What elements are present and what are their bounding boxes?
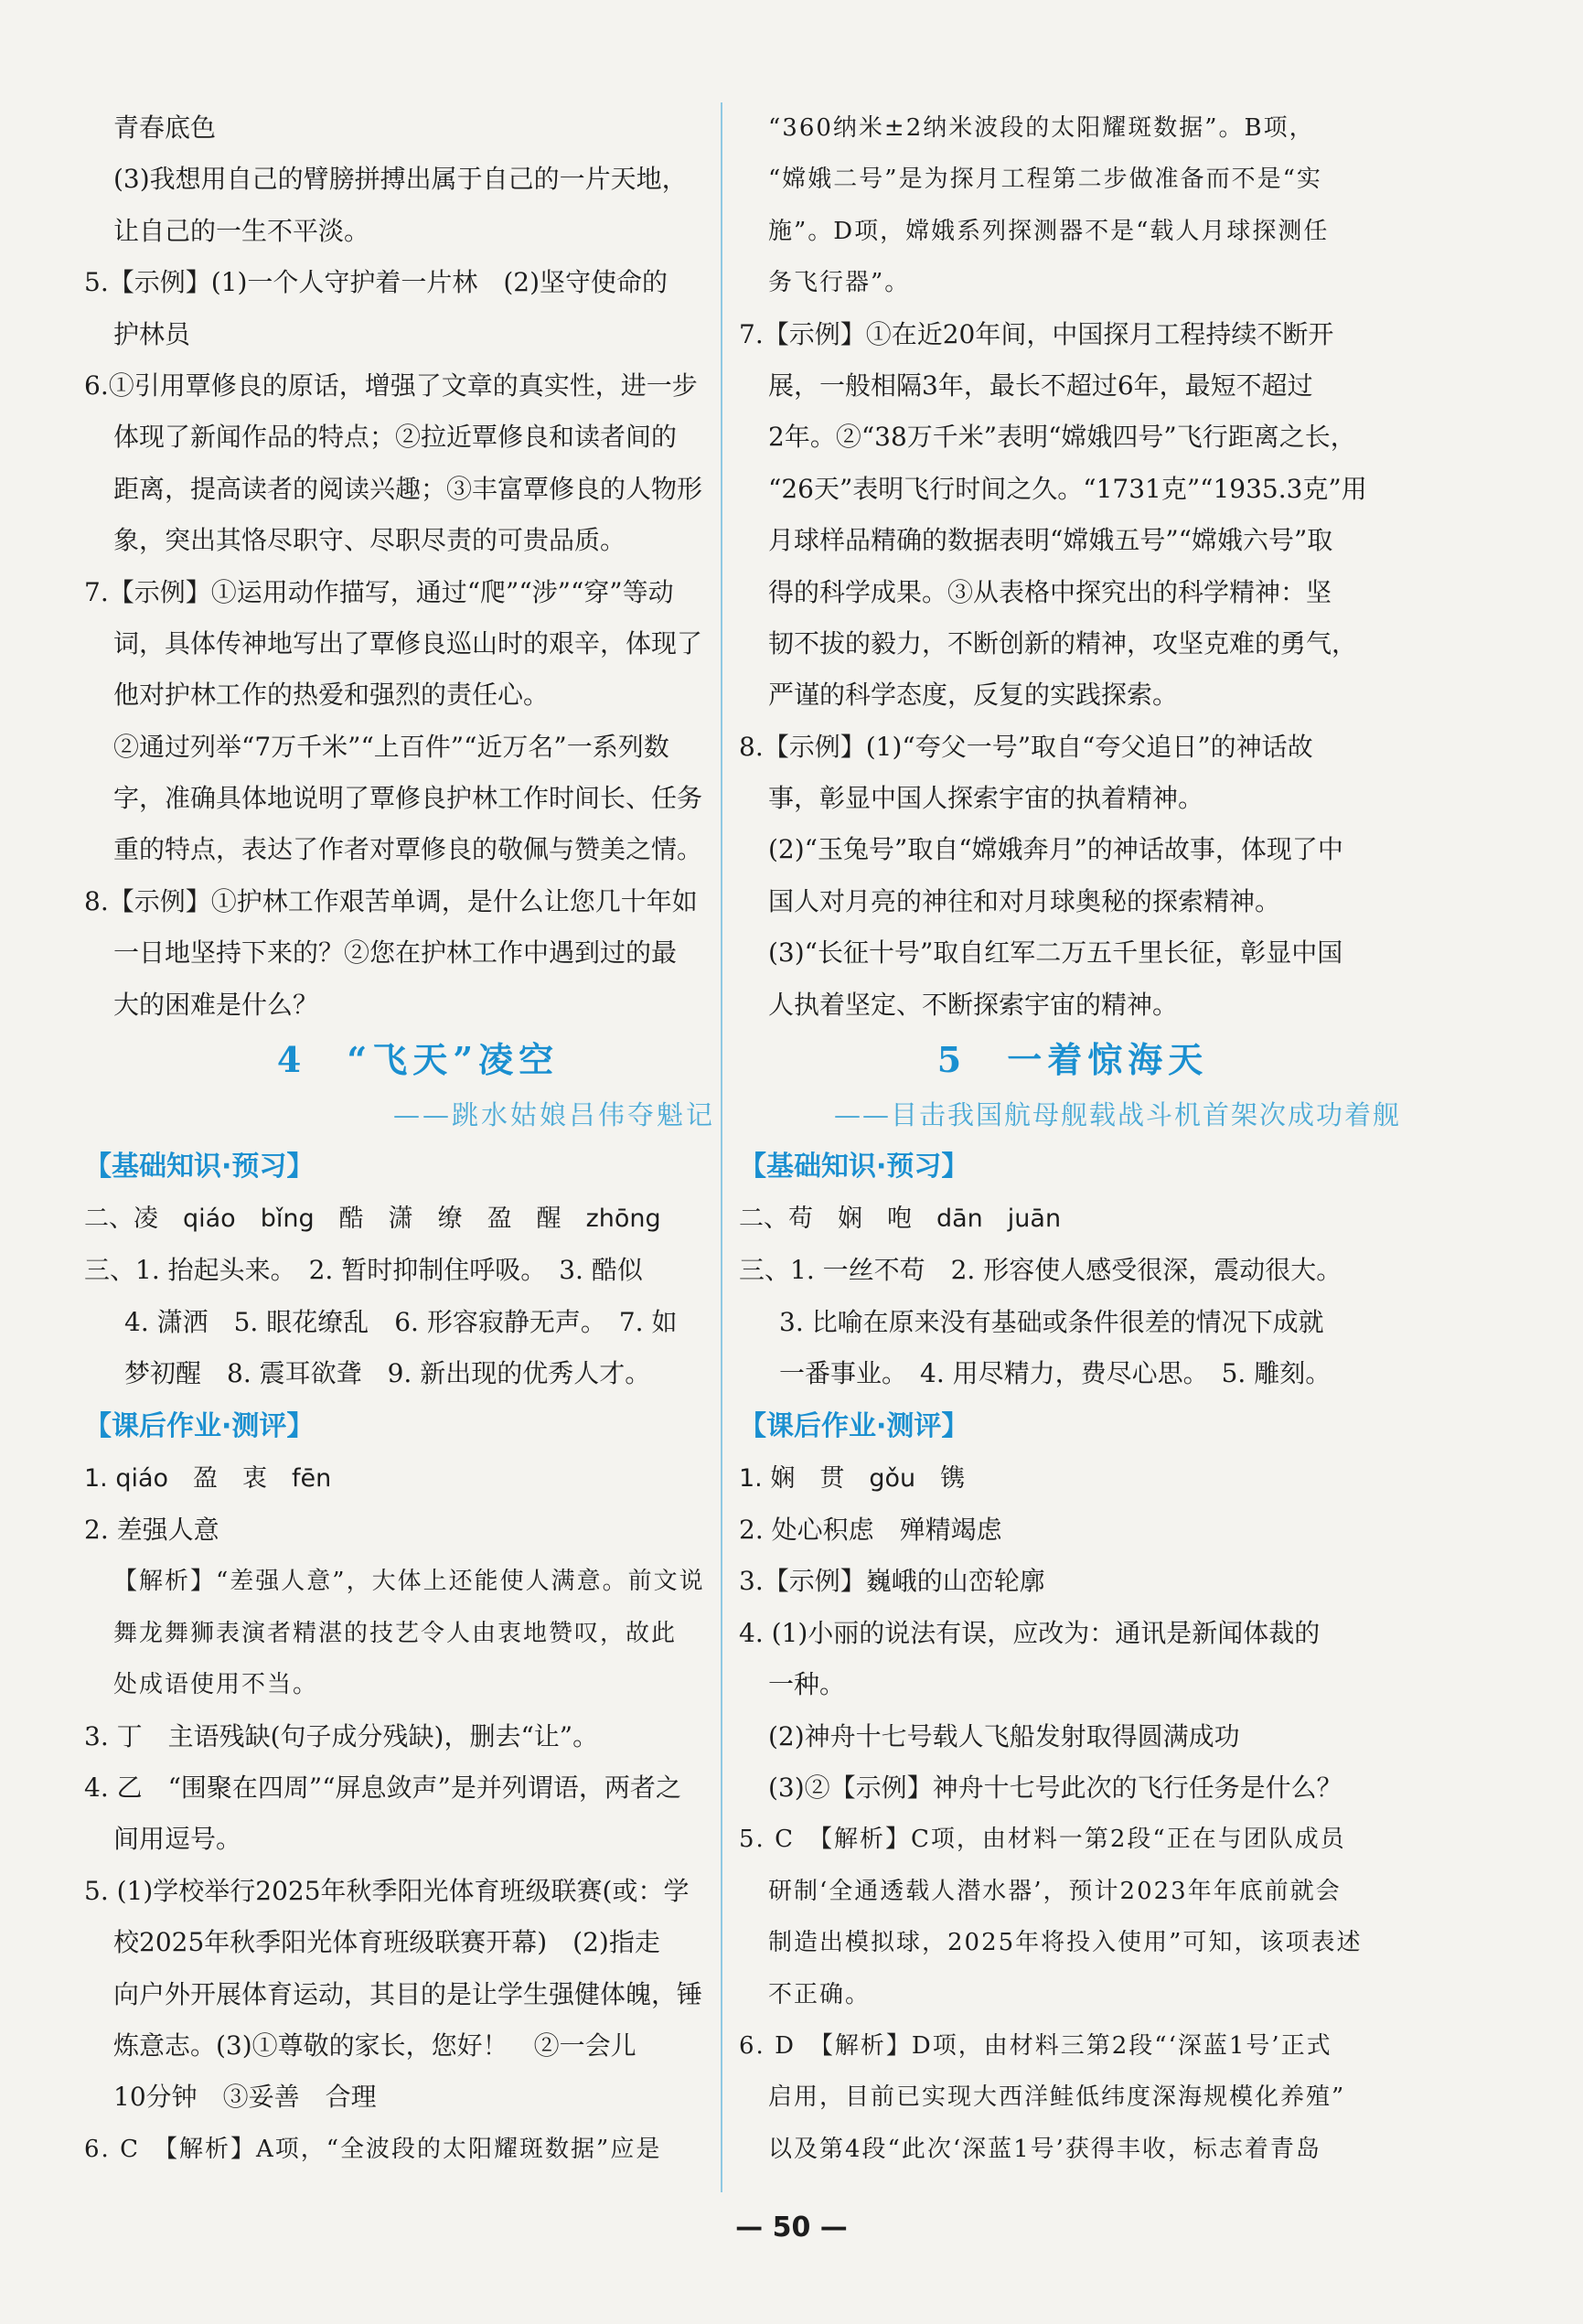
text-line: 青春底色 xyxy=(113,112,217,143)
right-column xyxy=(739,102,1407,2175)
text-line: 3.【示例】巍峨的山峦轮廓 xyxy=(739,1566,1045,1597)
text-line: 务飞行器”。 xyxy=(768,269,911,297)
text-line: 校2025年秋季阳光体育班级联赛开幕) (2)指走 xyxy=(113,1927,660,1958)
analysis-line: 舞龙舞狮表演者精湛的技艺令人由衷地赞叹，故此 xyxy=(113,1619,678,1647)
text-line: 国人对月亮的神往和对月球奥秘的探索精神。 xyxy=(768,885,1281,916)
text-line: 严谨的科学态度，反复的实践探索。 xyxy=(768,680,1179,711)
text-line: (3)我想用自己的臂膀拼搏出属于自己的一片天地， xyxy=(113,164,688,195)
text-line: 施”。D项，嫦娥系列探测器不是“载人月球探测任 xyxy=(768,217,1330,245)
text-line: 4. 乙 “围聚在四周”“屏息敛声”是并列谓语，两者之 xyxy=(84,1772,681,1803)
text-line: 2. 差强人意 xyxy=(84,1514,219,1545)
text-line: 词，具体传神地写出了覃修良巡山时的艰辛，体现了 xyxy=(113,627,703,659)
text-line: 三、1. 一丝不苟 2. 形容使人感受很深，震动很大。 xyxy=(739,1255,1342,1286)
text-line: ②通过列举“7万千米”“上百件”“近万名”一系列数 xyxy=(113,731,669,762)
text-line: (3)②【示例】神舟十七号此次的飞行任务是什么？ xyxy=(768,1772,1342,1803)
text-line: 象，突出其恪尽职守、尽职尽责的可贵品质。 xyxy=(113,525,626,556)
text-line: 一番事业。 4. 用尽精力，费尽心思。 5. 雕刻。 xyxy=(779,1358,1332,1389)
text-line: 2年。②“38万千米”表明“嫦娥四号”飞行距离之长， xyxy=(768,422,1356,453)
text-line: 研制‘全通透载人潜水器’，预计2023年年底前就会 xyxy=(768,1877,1342,1905)
lesson-title-right: 5 一着惊海天 xyxy=(936,1039,1209,1081)
text-line: 10分钟 ③妥善 合理 xyxy=(113,2082,377,2113)
analysis-line: 【解析】“差强人意”，大体上还能使人满意。前文说 xyxy=(113,1568,705,1596)
text-line: (2)“玉兔号”取自“嫦娥奔月”的神话故事，体现了中 xyxy=(768,834,1343,865)
text-line: 6. D 【解析】D项，由材料三第2段“‘深蓝1号’正式 xyxy=(739,2031,1332,2060)
answer-5: 5.【示例】(1)一个人守护着一片林 (2)坚守使命的 xyxy=(84,267,668,298)
text-line: 5. (1)学校举行2025年秋季阳光体育班级联赛(或：学 xyxy=(84,1875,690,1906)
text-line: 启用，目前已实现大西洋鲑低纬度深海规模化养殖” xyxy=(768,2083,1346,2112)
page-number: — 50 — xyxy=(735,2212,848,2244)
text-line: 3. 丁 主语残缺(句子成分残缺)，删去“让”。 xyxy=(84,1720,599,1751)
text-line: 制造出模拟球，2025年将投入使用”可知，该项表述 xyxy=(768,1929,1363,1957)
text-line: 二、苟 娴 咆 dān juān xyxy=(739,1205,1062,1234)
section-heading-preview-right: 【基础知识·预习】 xyxy=(739,1151,969,1183)
answer-7-right: 7.【示例】①在近20年间，中国探月工程持续不断开 xyxy=(739,318,1334,349)
text-line: 不正确。 xyxy=(768,1980,872,2008)
answer-7: 7.【示例】①运用动作描写，通过“爬”“涉”“穿”等动 xyxy=(84,576,674,607)
text-line: 炼意志。(3)①尊敬的家长，您好！ ②一会儿 xyxy=(113,2029,636,2061)
text-line: “360纳米±2纳米波段的太阳耀斑数据”。B项， xyxy=(768,114,1315,142)
text-line: 字，准确具体地说明了覃修良护林工作时间长、任务 xyxy=(113,783,703,814)
text-line: 距离，提高读者的阅读兴趣；③丰富覃修良的人物形 xyxy=(113,473,703,504)
section-heading-homework: 【课后作业·测评】 xyxy=(84,1409,315,1442)
text-line: (3)“长征十号”取自红军二万五千里长征，彰显中国 xyxy=(768,937,1343,969)
section-heading-preview: 【基础知识·预习】 xyxy=(84,1151,315,1183)
text-line: 1. qiáo 盈 衷 fēn xyxy=(84,1463,332,1493)
answer-6: 6.①引用覃修良的原话，增强了文章的真实性，进一步 xyxy=(84,369,698,401)
text-line: 让自己的一生不平淡。 xyxy=(113,215,370,246)
text-line: 4. 潇洒 5. 眼花缭乱 6. 形容寂静无声。 7. 如 xyxy=(124,1306,678,1337)
text-line: 1. 娴 贯 gǒu 镌 xyxy=(739,1463,966,1493)
text-line: 月球样品精确的数据表明“嫦娥五号”“嫦娥六号”取 xyxy=(768,525,1333,556)
text-line: 一种。 xyxy=(768,1669,846,1700)
text-line: “嫦娥二号”是为探月工程第二步做准备而不是“实 xyxy=(768,166,1322,194)
text-line: 向户外开展体育运动，其目的是让学生强健体魄，锤 xyxy=(113,1978,703,2009)
text-line: “26天”表明飞行时间之久。“1731克”“1935.3克”用 xyxy=(768,473,1367,504)
text-line: 事，彰显中国人探索宇宙的执着精神。 xyxy=(768,783,1204,814)
text-line: 护林员 xyxy=(113,318,191,349)
text-line: 韧不拔的毅力，不断创新的精神，攻坚克难的勇气， xyxy=(768,627,1358,659)
answer-8-right: 8.【示例】(1)“夸父一号”取自“夸父追日”的神话故 xyxy=(739,731,1313,762)
text-line: 体现了新闻作品的特点；②拉近覃修良和读者间的 xyxy=(113,422,678,453)
text-line: 大的困难是什么？ xyxy=(113,989,319,1020)
text-line: 二、凌 qiáo bǐng 酷 潇 缭 盈 醒 zhōng xyxy=(84,1205,661,1234)
text-line: 2. 处心积虑 殚精竭虑 xyxy=(739,1514,1002,1545)
left-column xyxy=(84,102,752,2175)
text-line: 他对护林工作的热爱和强烈的责任心。 xyxy=(113,680,550,711)
text-line: 展，一般相隔3年，最长不超过6年，最短不超过 xyxy=(768,369,1313,401)
text-line: 三、1. 抬起头来。 2. 暂时抑制住呼吸。 3. 酷似 xyxy=(84,1255,643,1286)
text-line: 6. C 【解析】A项，“全波段的太阳耀斑数据”应是 xyxy=(84,2135,662,2163)
lesson-title: 4 “飞天”凌空 xyxy=(276,1039,560,1081)
answer-8: 8.【示例】①护林工作艰苦单调，是什么让您几十年如 xyxy=(84,885,698,916)
analysis-line: 处成语使用不当。 xyxy=(113,1671,319,1699)
text-line: 一日地坚持下来的？②您在护林工作中遇到过的最 xyxy=(113,937,678,969)
text-line: 人执着坚定、不断探索宇宙的精神。 xyxy=(768,989,1179,1020)
text-line: 梦初醒 8. 震耳欲聋 9. 新出现的优秀人才。 xyxy=(124,1358,651,1389)
text-line: 得的科学成果。③从表格中探究出的科学精神：坚 xyxy=(768,576,1332,607)
text-line: 间用逗号。 xyxy=(113,1824,242,1855)
lesson-subtitle-right: ——目击我国航母舰载战斗机首架次成功着舰 xyxy=(833,1099,1401,1131)
text-line: 4. (1)小丽的说法有误，应改为：通讯是新闻体裁的 xyxy=(739,1617,1321,1648)
lesson-subtitle: ——跳水姑娘吕伟夺魁记 xyxy=(392,1099,715,1131)
text-line: 5. C 【解析】C项，由材料一第2段“正在与团队成员 xyxy=(739,1826,1346,1854)
text-line: 重的特点，表达了作者对覃修良的敬佩与赞美之情。 xyxy=(113,834,703,865)
section-heading-homework-right: 【课后作业·测评】 xyxy=(739,1409,969,1442)
text-line: 以及第4段“此次‘深蓝1号’获得丰收，标志着青岛 xyxy=(768,2135,1321,2163)
text-line: 3. 比喻在原来没有基础或条件很差的情况下成就 xyxy=(779,1306,1324,1337)
text-line: (2)神舟十七号载人飞船发射取得圆满成功 xyxy=(768,1720,1240,1751)
